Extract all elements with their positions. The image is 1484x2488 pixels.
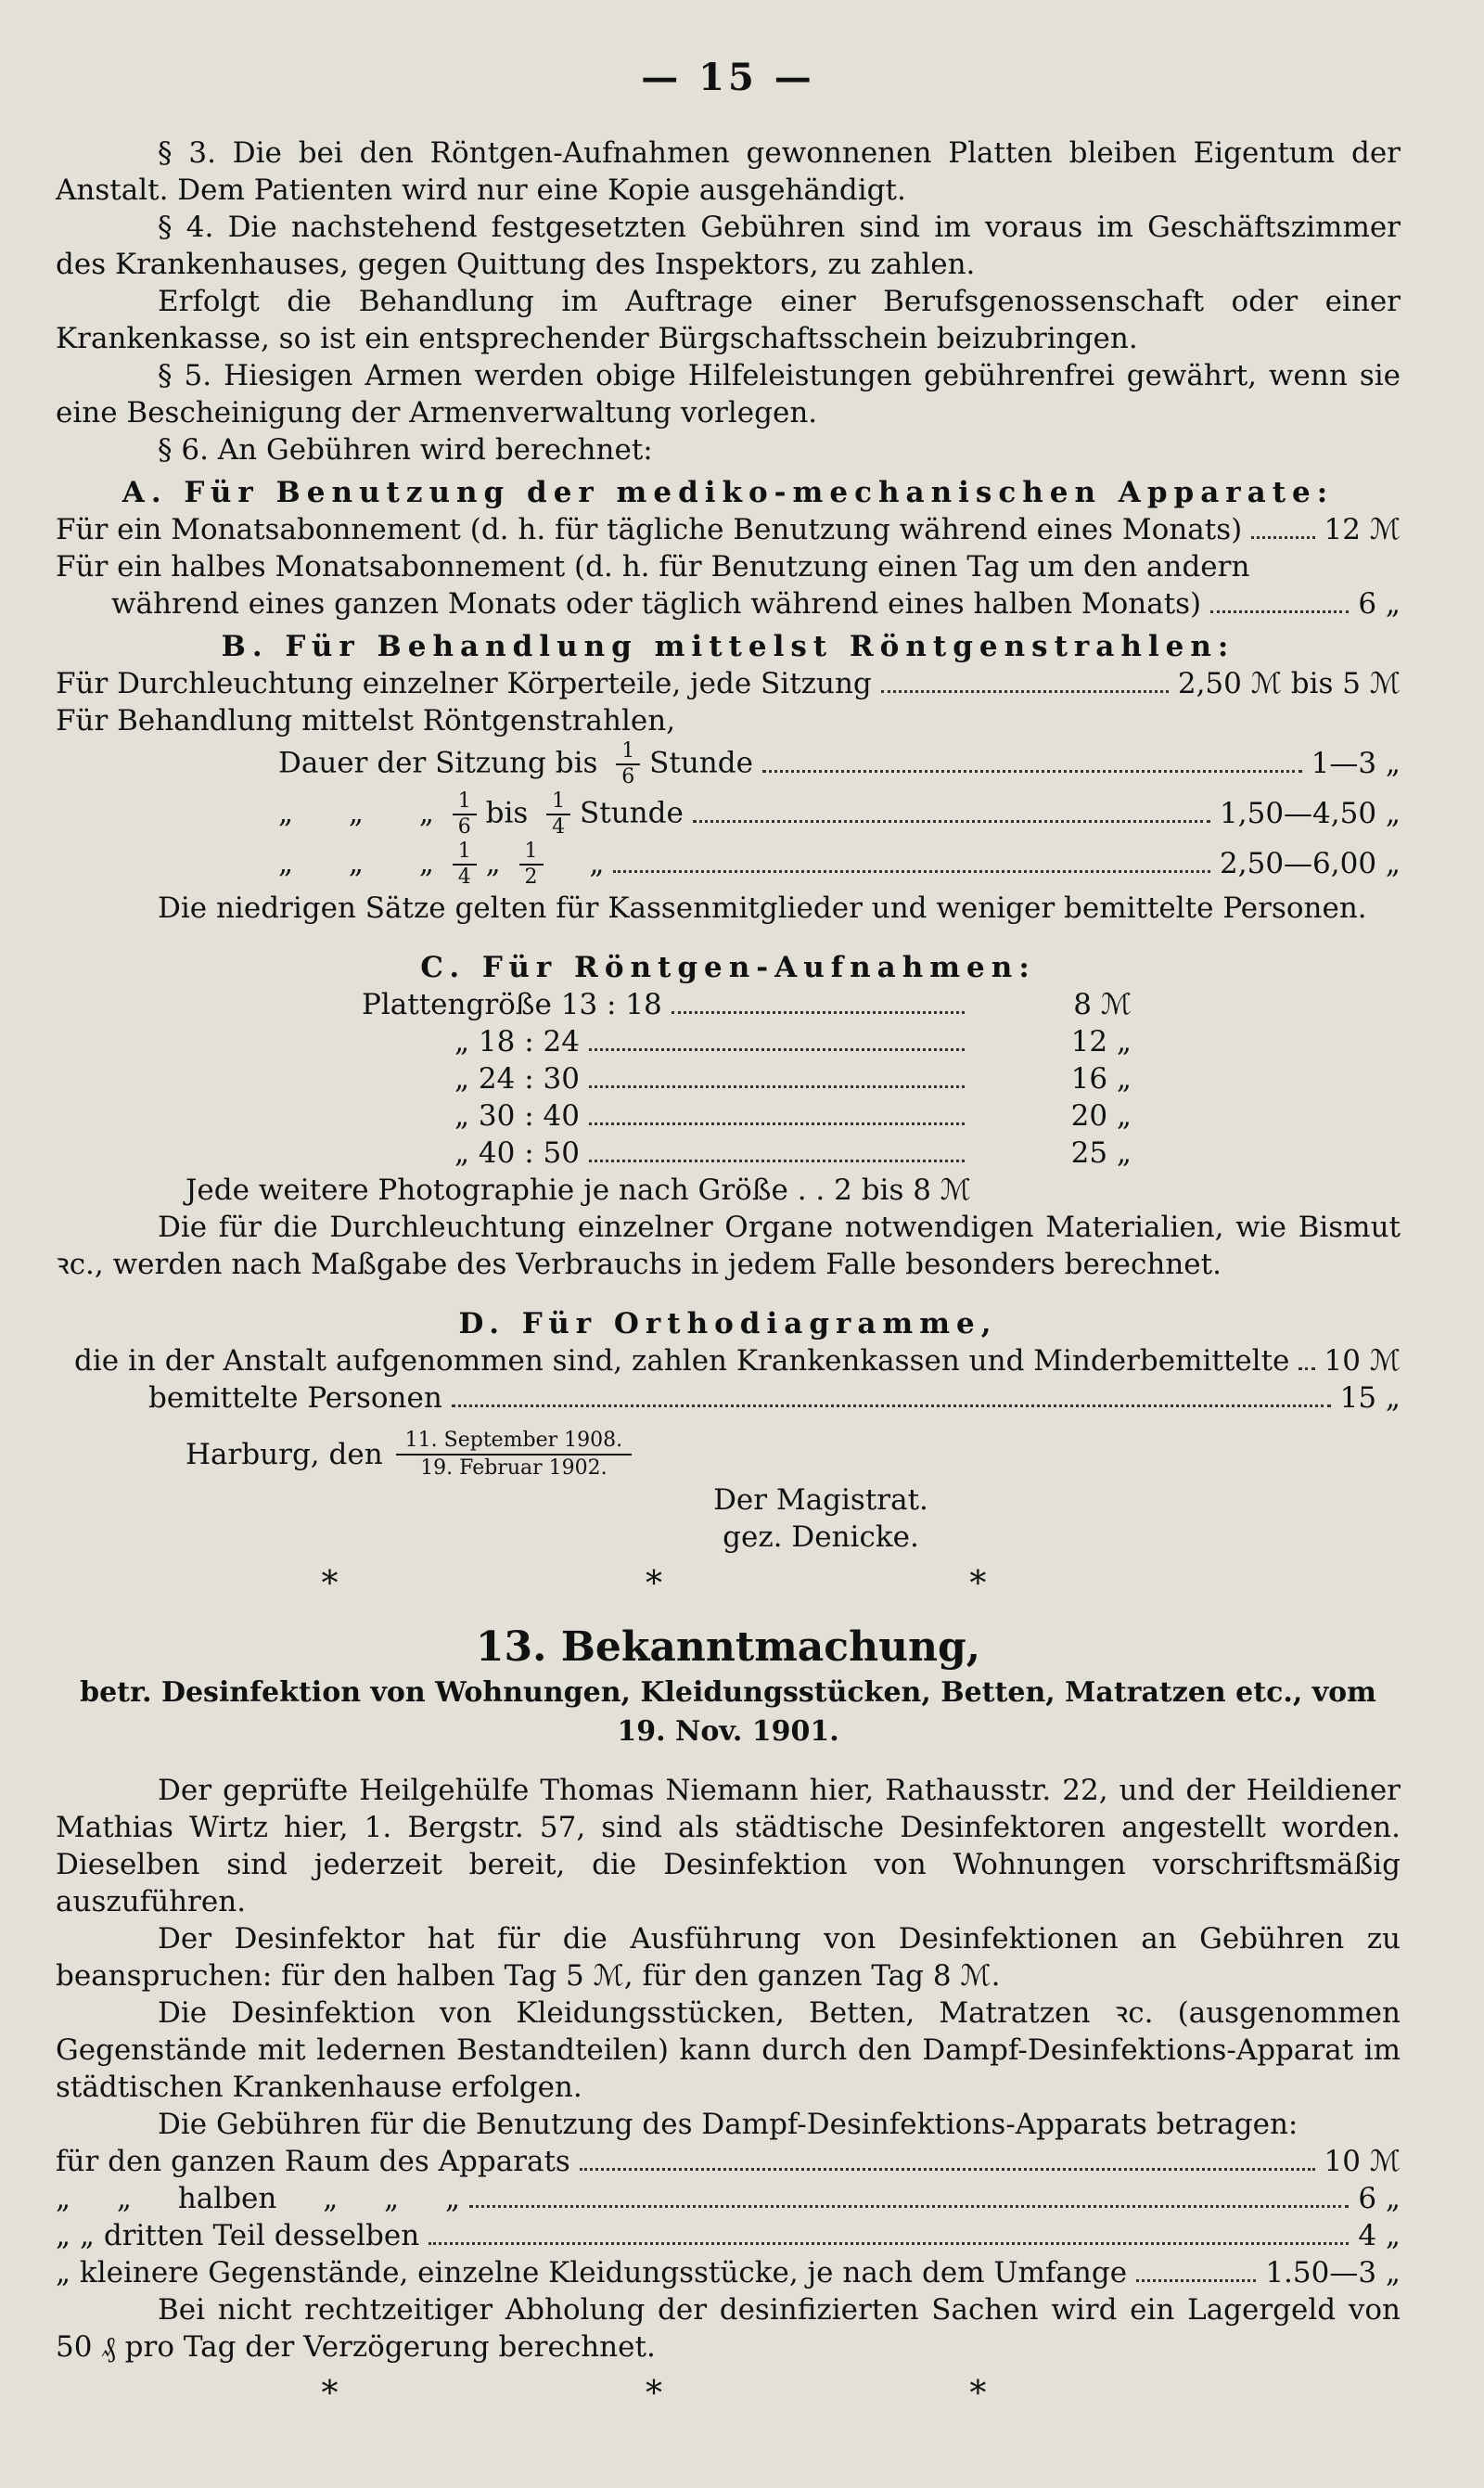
leader-dots bbox=[613, 870, 1210, 873]
plate-row: „ 18 : 24 12 „ bbox=[454, 1025, 1132, 1058]
paragraph-5: § 5. Hiesigen Armen werden obige Hilfeleistungen gebührenfrei gewährt, wenn sie eine Bescheinigung der Armenverwaltung vorlegen. bbox=[56, 359, 1401, 430]
separator-stars: * * * bbox=[321, 2375, 1135, 2413]
fee-table bbox=[56, 2143, 1401, 2291]
fraction: $\frac{1}{6}$ bbox=[616, 739, 640, 789]
fee-row: „ „ halben „ „ „ 6 „ bbox=[56, 2182, 1401, 2215]
announcement-paragraph: Der geprüfte Heilgehülfe Thomas Niemann hier, Rathausstr. 22, und der Heildiener Mathias Wirtz hier, 1. Bergstr. 57, sind als städtische Desinfektoren angestellt worden. Dieselben sind jederzeit bereit, die Desinfektion von Wohnungen vorschriftsmäßig auszuführen. bbox=[56, 1774, 1401, 1918]
row-value: 2,50 ℳ bis 5 ℳ bbox=[1177, 667, 1401, 700]
section-b-row-2 bbox=[56, 702, 1401, 739]
paragraph-6: § 6. An Gebühren wird berechnet: bbox=[158, 433, 653, 467]
row-value: 1,50—4,50 „ bbox=[1220, 796, 1401, 830]
fraction: $\frac{1}{4}$ bbox=[546, 789, 570, 840]
row-label: während eines ganzen Monats oder täglich während eines halben Monats) bbox=[111, 587, 1202, 621]
row-label: Für Behandlung mittelst Röntgenstrahlen, bbox=[56, 704, 676, 737]
leader-dots bbox=[1210, 610, 1349, 613]
leader-dots bbox=[1251, 536, 1314, 539]
paragraph-3: § 3. Die bei den Röntgen-Aufnahmen gewonnenen Platten bleiben Eigentum der Anstalt. Dem Patienten wird nur eine Kopie ausgehändigt. bbox=[56, 136, 1401, 207]
fraction: $\frac{1}{6}$ bbox=[453, 789, 477, 840]
date-fraction: 11. September 1908. 19. Februar 1902. bbox=[396, 1428, 632, 1481]
plate-row: „ 30 : 40 20 „ bbox=[454, 1099, 1132, 1133]
announcement-subtitle: betr. Desinfektion von Wohnungen, Kleidungsstücken, Betten, Matratzen etc., vom 19. Nov. 1901. bbox=[80, 1676, 1376, 1748]
fee-row: für den ganzen Raum des Apparats 10 ℳ bbox=[56, 2145, 1401, 2178]
section-d-heading: D. Für Orthodiagramme, bbox=[458, 1307, 998, 1340]
section-d-row-1: die in der Anstalt aufgenommen sind, zahlen Krankenkassen und Minderbemittelte 10 ℳ bbox=[74, 1344, 1401, 1378]
duration-row-2 bbox=[56, 789, 1401, 840]
section-a-row-2-cont bbox=[56, 585, 1401, 622]
section-a-row-2 bbox=[56, 548, 1401, 585]
duration-row-3 bbox=[56, 840, 1401, 890]
row-label: Für Durchleuchtung einzelner Körperteile, jede Sitzung bbox=[56, 667, 872, 700]
date-line: Harburg, den 11. September 1908. 19. Februar 1902. bbox=[56, 1428, 1401, 1481]
row-value: 12 ℳ bbox=[1324, 513, 1401, 546]
section-b-heading: B. Für Behandlung mittelst Röntgenstrahlen: bbox=[221, 630, 1235, 663]
row-label: Für ein halbes Monatsabonnement (d. h. für Benutzung einen Tag um den andern bbox=[56, 550, 1250, 584]
paragraph-4: § 4. Die nachstehend festgesetzten Gebühren sind im voraus im Geschäftszimmer des Krankenhauses, gegen Quittung des Inspektors, zu zahlen. bbox=[56, 211, 1401, 281]
section-a-row-1 bbox=[56, 511, 1401, 548]
section-b-row-1 bbox=[56, 665, 1401, 702]
section-c-extra: Jede weitere Photographie je nach Größe . . 2 bis 8 ℳ bbox=[186, 1173, 971, 1207]
leader-dots bbox=[881, 690, 1169, 693]
fee-row: „ kleinere Gegenstände, einzelne Kleidungsstücke, je nach dem Umfange 1.50—3 „ bbox=[56, 2256, 1401, 2289]
separator-stars: * * * bbox=[321, 1565, 1135, 1603]
row-label: „ „ „ $\frac{1}{4}$ „ $\frac{1}{2}$ „ bbox=[278, 840, 605, 889]
authority: Der Magistrat. bbox=[713, 1483, 928, 1517]
plate-row: „ 40 : 50 25 „ bbox=[454, 1136, 1132, 1170]
section-d-row-2: bemittelte Personen 15 „ bbox=[148, 1381, 1401, 1415]
announcement-closing: Bei nicht rechtzeitiger Abholung der desinfizierten Sachen wird ein Lagergeld von 50 ₰ pro Tag der Verzögerung berechnet. bbox=[56, 2293, 1401, 2364]
paragraph-4b: Erfolgt die Behandlung im Auftrage einer Berufsgenossenschaft oder einer Krankenkasse, so ist ein entsprechender Bürgschaftsschein beizubringen. bbox=[56, 285, 1401, 355]
announcement-title: 13. Bekanntmachung, bbox=[475, 1623, 981, 1671]
row-label: „ „ „ $\frac{1}{6}$ bis $\frac{1}{4}$ Stunde bbox=[278, 789, 684, 839]
page-number: — 15 — bbox=[641, 56, 815, 99]
signed-by: gez. Denicke. bbox=[723, 1520, 919, 1554]
section-c-heading: C. Für Röntgen-Aufnahmen: bbox=[420, 951, 1036, 984]
row-label: Für ein Monatsabonnement (d. h. für tägliche Benutzung während eines Monats) bbox=[56, 513, 1243, 546]
fraction: $\frac{1}{2}$ bbox=[519, 840, 544, 890]
fee-row: „ „ dritten Teil desselben 4 „ bbox=[56, 2219, 1401, 2252]
leader-dots bbox=[693, 820, 1210, 823]
row-value: 6 „ bbox=[1358, 587, 1401, 621]
plate-row: Plattengröße 13 : 18 8 ℳ bbox=[362, 988, 1132, 1021]
fraction: $\frac{1}{4}$ bbox=[453, 840, 477, 890]
announcement-paragraph: Die Gebühren für die Benutzung des Dampf-Desinfektions-Apparats betragen: bbox=[158, 2108, 1298, 2141]
announcement-paragraph: Der Desinfektor hat für die Ausführung von Desinfektionen an Gebühren zu beanspruchen: für den halben Tag 5 ℳ, für den ganzen Tag 8 ℳ. bbox=[56, 1922, 1401, 1993]
duration-row-1 bbox=[56, 739, 1401, 789]
plate-row: „ 24 : 30 16 „ bbox=[454, 1062, 1132, 1096]
leader-dots bbox=[762, 770, 1302, 773]
row-value: 1—3 „ bbox=[1311, 746, 1401, 780]
section-b-note: Die niedrigen Sätze gelten für Kassenmitglieder und weniger bemittelte Personen. bbox=[158, 891, 1367, 925]
row-value: 2,50—6,00 „ bbox=[1220, 846, 1401, 880]
row-label: Dauer der Sitzung bis $\frac{1}{6}$ Stunde bbox=[278, 739, 753, 789]
plate-size-table bbox=[56, 986, 1132, 1172]
section-c-note: Die für die Durchleuchtung einzelner Organe notwendigen Materialien, wie Bismut ꝛc., werden nach Maßgabe des Verbrauchs in jedem Falle besonders berechnet. bbox=[56, 1211, 1401, 1281]
section-a-heading: A. Für Benutzung der mediko-mechanischen Apparate: bbox=[122, 476, 1335, 509]
announcement-paragraph: Die Desinfektion von Kleidungsstücken, Betten, Matratzen ꝛc. (ausgenommen Gegenstände mit ledernen Bestandteilen) kann durch den Dampf-Desinfektions-Apparat im städtischen Krankenhause erfolgen. bbox=[56, 1996, 1401, 2104]
